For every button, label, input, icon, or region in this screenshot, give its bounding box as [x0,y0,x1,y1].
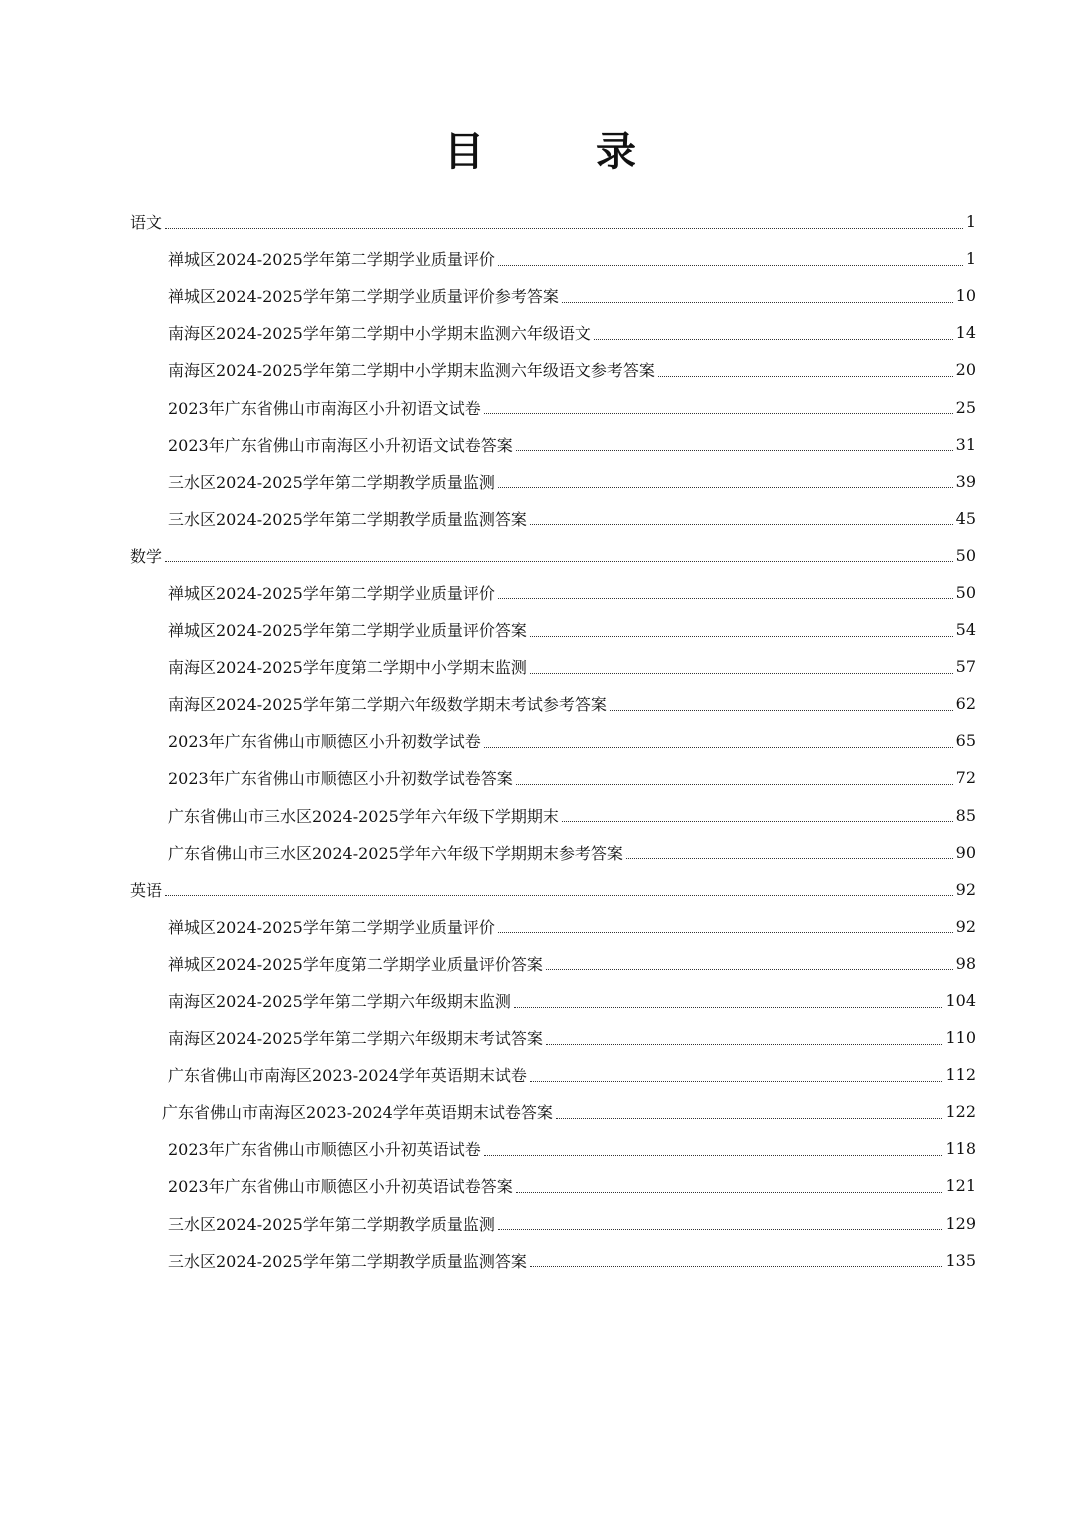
toc-page-number: 121 [945,1176,976,1196]
toc-entry-title: 禅城区2024-2025学年第二学期学业质量评价 [168,250,495,270]
toc-entry-row[interactable] [0,388,1080,425]
toc-page-number: 1 [965,249,976,269]
toc-entry-title: 广东省佛山市南海区2023-2024学年英语期末试卷 [168,1066,527,1086]
toc-page-number: 72 [955,768,976,788]
toc-section-row[interactable] [0,537,1080,574]
toc-entry-title: 南海区2024-2025学年度第二学期中小学期末监测 [168,658,527,678]
toc-entry-title: 南海区2024-2025学年第二学期六年级期末考试答案 [168,1029,543,1049]
dot-leader [498,931,953,933]
toc-page-number: 50 [955,582,976,602]
toc-entry-row[interactable] [0,500,1080,537]
toc-entry-row[interactable] [0,982,1080,1019]
toc-page-number: 65 [955,731,976,751]
toc-entry-row[interactable] [0,1056,1080,1093]
toc-entry-title: 南海区2024-2025学年第二学期中小学期末监测六年级语文参考答案 [168,361,655,381]
toc-page-number: 39 [955,471,976,491]
toc-entry-title: 三水区2024-2025学年第二学期教学质量监测答案 [168,1251,527,1271]
toc-entry-row[interactable] [0,277,1080,314]
toc-page-number: 110 [945,1028,976,1048]
toc-entry-row[interactable] [0,1242,1080,1279]
toc-page-number: 20 [955,360,976,380]
toc-entry-title: 数学 [130,546,163,566]
toc-entry-row[interactable] [0,722,1080,759]
toc-page-number: 104 [945,991,976,1011]
toc-entry-row[interactable] [0,574,1080,611]
toc-entry-title: 南海区2024-2025学年第二学期中小学期末监测六年级语文 [168,324,591,344]
toc-page-number: 54 [955,620,976,640]
dot-leader [562,301,953,303]
toc-section-row[interactable] [0,203,1080,240]
toc-page-number: 57 [955,657,976,677]
toc-entry-row[interactable] [0,1167,1080,1204]
toc-entry-row[interactable] [0,797,1080,834]
toc-page-number: 92 [955,879,976,899]
toc-entry-row[interactable] [0,685,1080,722]
toc-entry-row[interactable] [0,945,1080,982]
toc-entry-row[interactable] [0,834,1080,871]
toc-entry-title: 广东省佛山市三水区2024-2025学年六年级下学期期末 [168,806,559,826]
toc-entry-row[interactable] [0,1019,1080,1056]
toc-entry-row[interactable] [0,1205,1080,1242]
toc-entry-title: 2023年广东省佛山市顺德区小升初英语试卷 [168,1140,481,1160]
toc-entry-title: 2023年广东省佛山市顺德区小升初数学试卷答案 [168,769,513,789]
toc-entry-row[interactable] [0,1093,1080,1130]
dot-leader [516,1191,943,1193]
toc-page-number: 1 [965,212,976,232]
dot-leader [562,820,953,822]
toc-entry-title: 广东省佛山市南海区2023-2024学年英语期末试卷答案 [162,1103,553,1123]
toc-entry-title: 语文 [130,213,163,233]
toc-page-number: 122 [945,1102,976,1122]
toc-entry-title: 南海区2024-2025学年第二学期六年级数学期末考试参考答案 [168,695,607,715]
toc-entry-row[interactable] [0,351,1080,388]
dot-leader [498,1228,943,1230]
dot-leader [165,560,953,562]
dot-leader [626,857,953,859]
toc-page-number: 135 [945,1250,976,1270]
toc-entry-title: 2023年广东省佛山市南海区小升初语文试卷答案 [168,435,513,455]
toc-entry-row[interactable] [0,463,1080,500]
toc-entry-row[interactable] [0,314,1080,351]
dot-leader [530,523,953,525]
dot-leader [516,783,953,785]
toc-section-row[interactable] [0,871,1080,908]
toc-page-number: 14 [955,323,976,343]
table-of-contents [0,203,1080,1279]
dot-leader [516,449,953,451]
toc-entry-row[interactable] [0,1130,1080,1167]
toc-page-number: 50 [955,545,976,565]
dot-leader [530,635,953,637]
dot-leader [610,709,953,711]
toc-entry-title: 广东省佛山市三水区2024-2025学年六年级下学期期末参考答案 [168,843,623,863]
dot-leader [498,486,953,488]
toc-page-number: 25 [955,397,976,417]
toc-entry-title: 英语 [130,880,163,900]
toc-entry-title: 2023年广东省佛山市顺德区小升初数学试卷 [168,732,481,752]
toc-entry-row[interactable] [0,648,1080,685]
toc-page-number: 62 [955,694,976,714]
toc-page-number: 92 [955,916,976,936]
toc-entry-title: 三水区2024-2025学年第二学期教学质量监测 [168,1214,495,1234]
dot-leader [484,746,953,748]
toc-page-number: 31 [955,434,976,454]
toc-page-number: 45 [955,508,976,528]
dot-leader [658,375,953,377]
dot-leader [498,597,953,599]
toc-page-number: 129 [945,1213,976,1233]
toc-entry-title: 禅城区2024-2025学年第二学期学业质量评价 [168,583,495,603]
toc-entry-row[interactable] [0,426,1080,463]
toc-page-number: 98 [955,953,976,973]
toc-page-number: 10 [955,286,976,306]
dot-leader [498,264,963,266]
dot-leader [484,1154,943,1156]
toc-page-number: 112 [945,1065,976,1085]
toc-entry-title: 三水区2024-2025学年第二学期教学质量监测答案 [168,509,527,529]
dot-leader [530,1265,943,1267]
dot-leader [514,1006,943,1008]
dot-leader [556,1117,943,1119]
toc-entry-title: 2023年广东省佛山市南海区小升初语文试卷 [168,398,481,418]
toc-entry-title: 禅城区2024-2025学年度第二学期学业质量评价答案 [168,954,543,974]
toc-entry-title: 禅城区2024-2025学年第二学期学业质量评价 [168,917,495,937]
toc-entry-title: 禅城区2024-2025学年第二学期学业质量评价参考答案 [168,287,559,307]
toc-page-number: 118 [945,1139,976,1159]
dot-leader [165,894,953,896]
toc-entry-row[interactable] [0,611,1080,648]
toc-entry-row[interactable] [0,759,1080,796]
dot-leader [165,227,963,229]
toc-entry-title: 2023年广东省佛山市顺德区小升初英语试卷答案 [168,1177,513,1197]
toc-entry-title: 禅城区2024-2025学年第二学期学业质量评价答案 [168,621,527,641]
dot-leader [530,672,953,674]
dot-leader [484,412,953,414]
dot-leader [546,1043,943,1045]
dot-leader [594,338,953,340]
toc-page-number: 90 [955,842,976,862]
toc-entry-row[interactable] [0,908,1080,945]
toc-entry-title: 南海区2024-2025学年第二学期六年级期末监测 [168,992,511,1012]
toc-entry-row[interactable] [0,240,1080,277]
dot-leader [530,1080,943,1082]
page-title: 目 录 [444,129,672,175]
toc-page-number: 85 [955,805,976,825]
toc-entry-title: 三水区2024-2025学年第二学期教学质量监测 [168,472,495,492]
dot-leader [546,968,953,970]
